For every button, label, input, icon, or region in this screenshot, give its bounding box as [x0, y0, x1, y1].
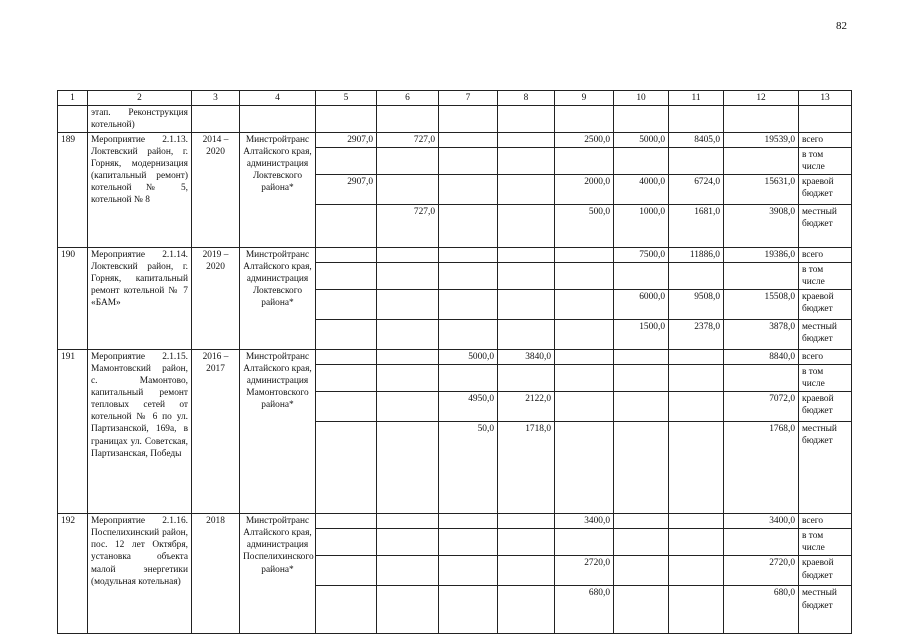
- amount-cell: [377, 586, 439, 634]
- amount-cell: 5000,0: [439, 350, 498, 365]
- funding-source-label: всего: [799, 248, 852, 263]
- amount-cell: 1000,0: [614, 205, 669, 248]
- amount-cell: [555, 148, 614, 175]
- amount-cell: [316, 392, 377, 422]
- amount-cell: [498, 205, 555, 248]
- amount-cell: [498, 133, 555, 148]
- amount-cell: [614, 586, 669, 634]
- amount-cell: [316, 365, 377, 392]
- amount-cell: [669, 422, 724, 514]
- amount-cell: [439, 248, 498, 263]
- amount-cell: 9508,0: [669, 290, 724, 320]
- amount-cell: [614, 556, 669, 586]
- measure-row: [58, 248, 852, 263]
- amount-cell: [439, 556, 498, 586]
- row-number: 189: [58, 133, 88, 248]
- cell-empty: [240, 106, 316, 133]
- amount-cell: [316, 148, 377, 175]
- amount-cell: [498, 320, 555, 350]
- amount-cell: [724, 365, 799, 392]
- amount-cell: [724, 148, 799, 175]
- measure-title: Мероприятие 2.1.14. Локтевский район, г. Горняк, капитальный ремонт котельной № 7 «БАМ»: [88, 248, 192, 350]
- amount-cell: [316, 350, 377, 365]
- cell-empty: [724, 106, 799, 133]
- amount-cell: [498, 148, 555, 175]
- amount-cell: [498, 556, 555, 586]
- amount-cell: [724, 263, 799, 290]
- amount-cell: [669, 148, 724, 175]
- amount-cell: [439, 586, 498, 634]
- amount-cell: [316, 422, 377, 514]
- measure-executor: Минстройтранс Алтайского края, администрация Локтевского района*: [240, 248, 316, 350]
- amount-cell: [724, 529, 799, 556]
- amount-cell: [614, 422, 669, 514]
- column-number-header: 9: [555, 91, 614, 106]
- amount-cell: [377, 556, 439, 586]
- amount-cell: 2378,0: [669, 320, 724, 350]
- cell-empty: [58, 106, 88, 133]
- amount-cell: 3840,0: [498, 350, 555, 365]
- amount-cell: 15631,0: [724, 175, 799, 205]
- amount-cell: [439, 290, 498, 320]
- amount-cell: [377, 514, 439, 529]
- amount-cell: 2720,0: [555, 556, 614, 586]
- amount-cell: 19539,0: [724, 133, 799, 148]
- cell-empty: [555, 106, 614, 133]
- column-number-header: 8: [498, 91, 555, 106]
- cell-empty: [377, 106, 439, 133]
- amount-cell: [439, 175, 498, 205]
- amount-cell: [316, 263, 377, 290]
- measure-title: Мероприятие 2.1.16. Поспелихинский район, пос. 12 лет Октября, установка объекта малой энергетики (модульная котельная): [88, 514, 192, 634]
- amount-cell: [614, 392, 669, 422]
- amount-cell: 500,0: [555, 205, 614, 248]
- amount-cell: [614, 365, 669, 392]
- amount-cell: 3878,0: [724, 320, 799, 350]
- funding-source-label: в том числе: [799, 263, 852, 290]
- row-number: 190: [58, 248, 88, 350]
- funding-source-label: местный бюджет: [799, 422, 852, 514]
- amount-cell: 2720,0: [724, 556, 799, 586]
- amount-cell: [669, 514, 724, 529]
- amount-cell: [377, 350, 439, 365]
- amount-cell: [498, 586, 555, 634]
- funding-source-label: всего: [799, 514, 852, 529]
- amount-cell: 6724,0: [669, 175, 724, 205]
- column-number-header: 13: [799, 91, 852, 106]
- amount-cell: [555, 365, 614, 392]
- measure-executor: Минстройтранс Алтайского края, администрация Локтевского района*: [240, 133, 316, 248]
- column-number-header: 4: [240, 91, 316, 106]
- column-number-header: 11: [669, 91, 724, 106]
- funding-source-label: краевой бюджет: [799, 556, 852, 586]
- amount-cell: [316, 529, 377, 556]
- amount-cell: 2000,0: [555, 175, 614, 205]
- cell-empty: [799, 106, 852, 133]
- funding-source-label: краевой бюджет: [799, 290, 852, 320]
- column-number-header: 5: [316, 91, 377, 106]
- amount-cell: [614, 263, 669, 290]
- amount-cell: [498, 290, 555, 320]
- measure-title: Мероприятие 2.1.13. Локтевский район, г. Горняк, модернизация (капитальный ремонт) котельной № 5, котельной № 8: [88, 133, 192, 248]
- amount-cell: 2907,0: [316, 133, 377, 148]
- amount-cell: 6000,0: [614, 290, 669, 320]
- amount-cell: 15508,0: [724, 290, 799, 320]
- column-number-header: 10: [614, 91, 669, 106]
- amount-cell: 1681,0: [669, 205, 724, 248]
- amount-cell: [439, 529, 498, 556]
- amount-cell: [316, 205, 377, 248]
- column-number-header: 3: [192, 91, 240, 106]
- funding-source-label: краевой бюджет: [799, 175, 852, 205]
- amount-cell: 4950,0: [439, 392, 498, 422]
- column-number-row: [58, 91, 852, 106]
- amount-cell: [316, 586, 377, 634]
- amount-cell: 3400,0: [555, 514, 614, 529]
- cell-empty: [316, 106, 377, 133]
- amount-cell: [614, 350, 669, 365]
- column-number-header: 1: [58, 91, 88, 106]
- amount-cell: [377, 248, 439, 263]
- amount-cell: [439, 514, 498, 529]
- funding-source-label: местный бюджет: [799, 586, 852, 634]
- amount-cell: [555, 320, 614, 350]
- measure-row: [58, 350, 852, 365]
- amount-cell: [669, 556, 724, 586]
- funding-source-label: в том числе: [799, 148, 852, 175]
- amount-cell: 1500,0: [614, 320, 669, 350]
- amount-cell: [439, 205, 498, 248]
- amount-cell: 680,0: [724, 586, 799, 634]
- funding-source-label: всего: [799, 350, 852, 365]
- amount-cell: [439, 365, 498, 392]
- amount-cell: [377, 148, 439, 175]
- amount-cell: [377, 529, 439, 556]
- measure-years: 2016 – 2017: [192, 350, 240, 514]
- amount-cell: [498, 365, 555, 392]
- amount-cell: [377, 320, 439, 350]
- amount-cell: 11886,0: [669, 248, 724, 263]
- measure-executor: Минстройтранс Алтайского края, администрация Мамонтовского района*: [240, 350, 316, 514]
- amount-cell: 8405,0: [669, 133, 724, 148]
- amount-cell: 2122,0: [498, 392, 555, 422]
- amount-cell: 7500,0: [614, 248, 669, 263]
- amount-cell: 5000,0: [614, 133, 669, 148]
- amount-cell: [498, 248, 555, 263]
- amount-cell: [377, 290, 439, 320]
- program-table: [57, 90, 852, 634]
- continuation-row: [58, 106, 852, 133]
- amount-cell: [316, 290, 377, 320]
- amount-cell: [316, 320, 377, 350]
- amount-cell: [555, 392, 614, 422]
- amount-cell: [498, 529, 555, 556]
- cell-empty: [498, 106, 555, 133]
- funding-source-label: в том числе: [799, 529, 852, 556]
- amount-cell: 3400,0: [724, 514, 799, 529]
- amount-cell: [439, 133, 498, 148]
- amount-cell: 50,0: [439, 422, 498, 514]
- measure-title: Мероприятие 2.1.15. Мамонтовский район, с. Мамонтово, капитальный ремонт тепловых сетей от котельной № 6 по ул. Партизанской, 169а, в границах ул. Советская, Партизанская, Победы: [88, 350, 192, 514]
- column-number-header: 12: [724, 91, 799, 106]
- amount-cell: [555, 248, 614, 263]
- amount-cell: 8840,0: [724, 350, 799, 365]
- amount-cell: 1718,0: [498, 422, 555, 514]
- column-number-header: 6: [377, 91, 439, 106]
- amount-cell: [316, 556, 377, 586]
- amount-cell: [669, 586, 724, 634]
- funding-source-label: местный бюджет: [799, 320, 852, 350]
- amount-cell: 680,0: [555, 586, 614, 634]
- amount-cell: [555, 263, 614, 290]
- cell-empty: [192, 106, 240, 133]
- amount-cell: [377, 422, 439, 514]
- row-number: 191: [58, 350, 88, 514]
- amount-cell: [316, 248, 377, 263]
- column-number-header: 2: [88, 91, 192, 106]
- amount-cell: [498, 263, 555, 290]
- amount-cell: [498, 514, 555, 529]
- measure-executor: Минстройтранс Алтайского края, администрация Поспелихинского района*: [240, 514, 316, 634]
- amount-cell: [316, 514, 377, 529]
- amount-cell: [614, 514, 669, 529]
- amount-cell: [555, 529, 614, 556]
- amount-cell: 2500,0: [555, 133, 614, 148]
- amount-cell: [377, 392, 439, 422]
- page-number: 82: [836, 20, 847, 32]
- amount-cell: 7072,0: [724, 392, 799, 422]
- amount-cell: [669, 529, 724, 556]
- measure-years: 2018: [192, 514, 240, 634]
- measure-years: 2014 – 2020: [192, 133, 240, 248]
- amount-cell: 1768,0: [724, 422, 799, 514]
- amount-cell: [669, 365, 724, 392]
- continuation-text: этап. Реконструкция котельной): [88, 106, 192, 133]
- measure-row: [58, 514, 852, 529]
- amount-cell: 3908,0: [724, 205, 799, 248]
- amount-cell: 19386,0: [724, 248, 799, 263]
- amount-cell: [439, 263, 498, 290]
- funding-source-label: в том числе: [799, 365, 852, 392]
- amount-cell: [555, 290, 614, 320]
- amount-cell: [498, 175, 555, 205]
- amount-cell: [377, 365, 439, 392]
- measure-years: 2019 – 2020: [192, 248, 240, 350]
- funding-source-label: всего: [799, 133, 852, 148]
- amount-cell: [669, 392, 724, 422]
- cell-empty: [614, 106, 669, 133]
- amount-cell: 2907,0: [316, 175, 377, 205]
- row-number: 192: [58, 514, 88, 634]
- amount-cell: [555, 422, 614, 514]
- amount-cell: [377, 175, 439, 205]
- amount-cell: [555, 350, 614, 365]
- amount-cell: [439, 148, 498, 175]
- amount-cell: 727,0: [377, 205, 439, 248]
- funding-source-label: краевой бюджет: [799, 392, 852, 422]
- amount-cell: [614, 148, 669, 175]
- amount-cell: 4000,0: [614, 175, 669, 205]
- amount-cell: [669, 350, 724, 365]
- measure-row: [58, 133, 852, 148]
- column-number-header: 7: [439, 91, 498, 106]
- amount-cell: [439, 320, 498, 350]
- funding-source-label: местный бюджет: [799, 205, 852, 248]
- cell-empty: [439, 106, 498, 133]
- amount-cell: 727,0: [377, 133, 439, 148]
- amount-cell: [614, 529, 669, 556]
- amount-cell: [669, 263, 724, 290]
- cell-empty: [669, 106, 724, 133]
- amount-cell: [377, 263, 439, 290]
